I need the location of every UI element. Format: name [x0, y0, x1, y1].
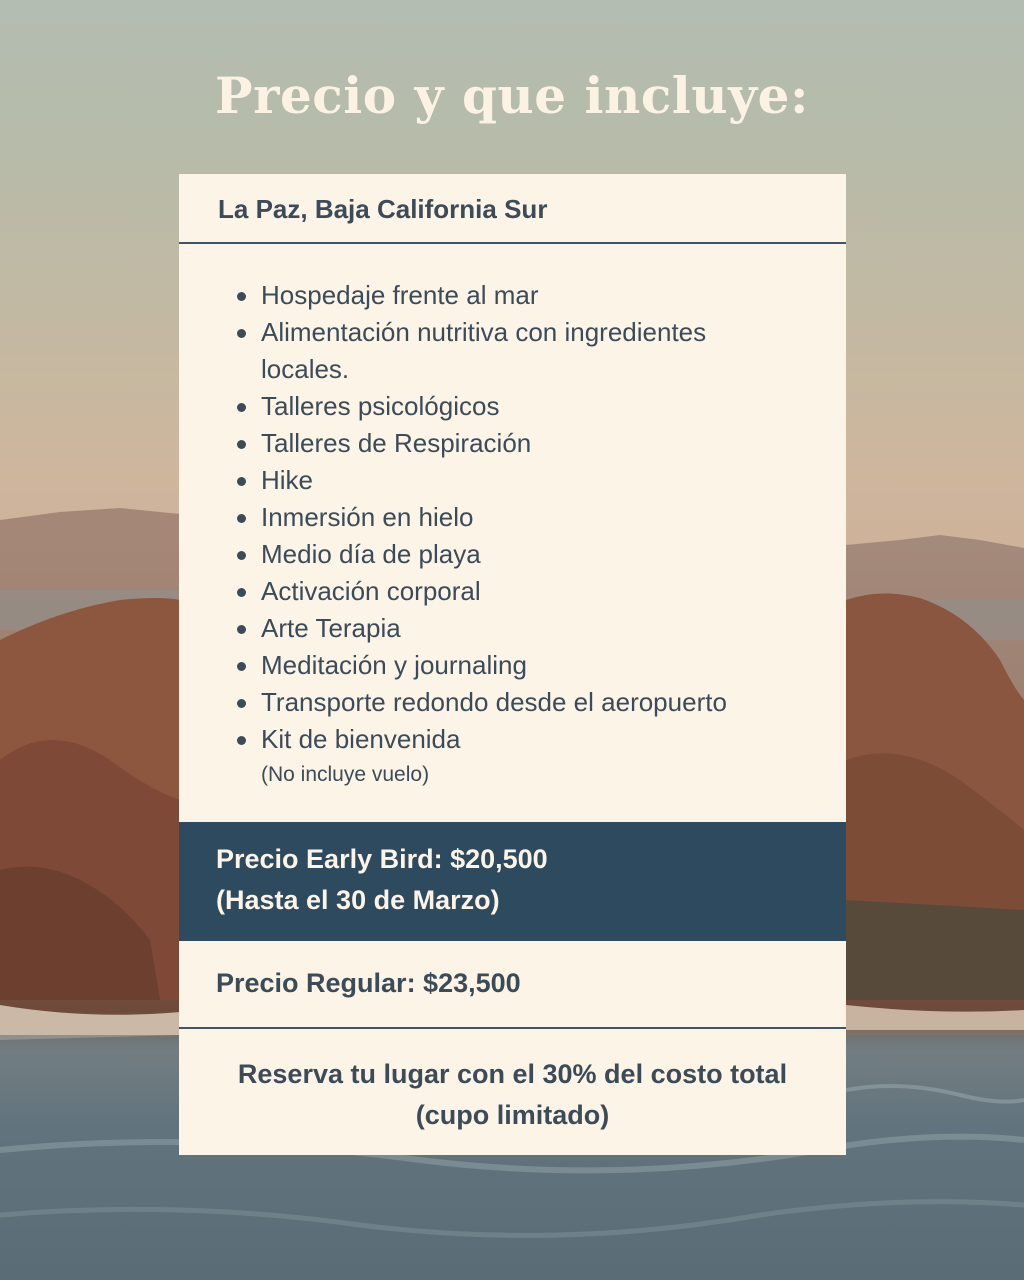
list-item	[261, 499, 846, 536]
early-bird-deadline: (Hasta el 30 de Marzo)	[216, 885, 500, 915]
list-item	[261, 425, 846, 462]
bullet-icon	[237, 477, 246, 486]
flight-note: (No incluye vuelo)	[261, 763, 430, 786]
list-item-text: Talleres de Respiración	[261, 428, 532, 458]
list-item	[261, 721, 846, 758]
list-item	[261, 610, 846, 647]
bullet-icon	[237, 292, 246, 301]
page-title: Precio y que incluye:	[215, 66, 809, 125]
bullet-icon	[237, 699, 246, 708]
beach-sand	[0, 1005, 180, 1040]
list-item-text: Arte Terapia	[261, 613, 401, 643]
list-item-text: Hike	[261, 465, 314, 495]
bullet-icon	[237, 625, 246, 634]
includes-section	[179, 277, 846, 758]
reserve-line: Reserva tu lugar con el 30% del costo total	[237, 1059, 788, 1089]
limited-spots-note: (cupo limitado)	[415, 1100, 610, 1130]
list-item	[261, 573, 846, 610]
bullet-icon	[237, 329, 246, 338]
list-item-text: Kit de bienvenida	[261, 724, 461, 754]
list-item	[261, 536, 846, 573]
location-header	[179, 174, 846, 244]
bullet-icon	[237, 440, 246, 449]
includes-list	[179, 277, 846, 758]
pricing-card	[179, 174, 846, 1155]
list-item-text: Alimentación nutritiva con ingredientes locales.	[261, 317, 707, 384]
bullet-icon	[237, 588, 246, 597]
list-item-text: Transporte redondo desde el aeropuerto	[261, 687, 727, 717]
early-bird-price: Precio Early Bird: $20,500	[216, 844, 548, 874]
list-item	[261, 462, 846, 499]
list-item-text: Medio día de playa	[261, 539, 481, 569]
list-item	[261, 684, 846, 721]
list-item-text: Talleres psicológicos	[261, 391, 500, 421]
early-bird-band	[179, 822, 846, 941]
list-item	[261, 314, 846, 388]
bullet-icon	[237, 736, 246, 745]
list-item-text: Inmersión en hielo	[261, 502, 474, 532]
list-item-text: Meditación y journaling	[261, 650, 527, 680]
bullet-icon	[237, 514, 246, 523]
list-item	[261, 277, 846, 314]
regular-price: Precio Regular: $23,500	[216, 968, 521, 998]
bullet-icon	[237, 551, 246, 560]
bullet-icon	[237, 403, 246, 412]
list-item-text: Hospedaje frente al mar	[261, 280, 539, 310]
bullet-icon	[237, 662, 246, 671]
list-item-text: Activación corporal	[261, 576, 481, 606]
list-item	[261, 647, 846, 684]
list-item	[261, 388, 846, 425]
regular-price-row	[179, 941, 846, 1029]
reserve-section	[179, 1054, 846, 1136]
location-label: La Paz, Baja California Sur	[218, 194, 548, 224]
